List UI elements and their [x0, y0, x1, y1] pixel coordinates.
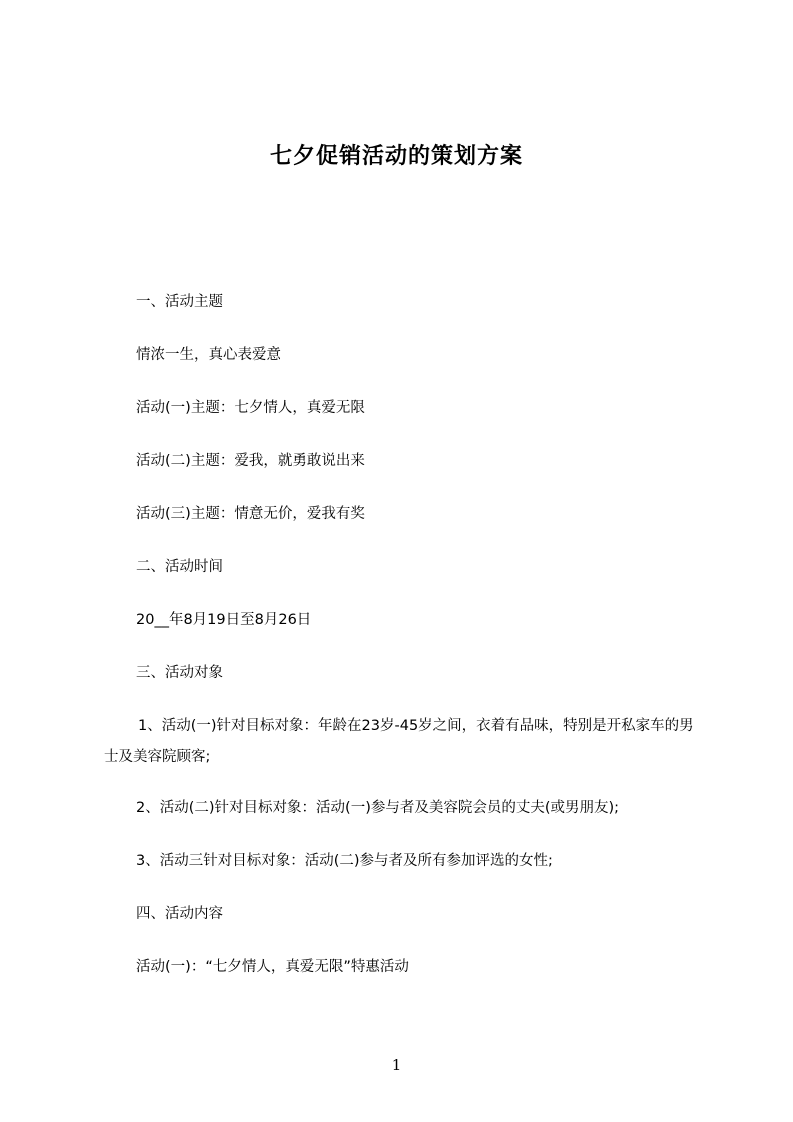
paragraph-audience-2: 2、活动(二)针对目标对象：活动(一)参与者及美容院会员的丈夫(或男朋友);: [136, 800, 620, 816]
document-title: 七夕促销活动的策划方案: [269, 144, 523, 169]
paragraph-audience-3: 3、活动三针对目标对象：活动(二)参与者及所有参加评选的女性;: [136, 853, 553, 869]
paragraph-activity-2-theme: 活动(二)主题：爱我，就勇敢说出来: [136, 453, 365, 469]
section-heading-content: 四、活动内容: [136, 906, 223, 922]
paragraph-audience-1: 1、活动(一)针对目标对象：年龄在23岁-45岁之间，衣着有品味，特别是开私家车的男士及美容院顾客;: [104, 718, 694, 765]
section-heading-time: 二、活动时间: [136, 559, 223, 575]
paragraph-activity-3-theme: 活动(三)主题：情意无价，爱我有奖: [136, 506, 365, 522]
paragraph-activity-1-theme: 活动(一)主题：七夕情人，真爱无限: [136, 400, 365, 416]
paragraph-main-theme: 情浓一生，真心表爱意: [136, 347, 281, 363]
section-heading-theme: 一、活动主题: [136, 294, 223, 310]
paragraph-time: 20__年8月19日至8月26日: [136, 612, 312, 628]
page-number: 1: [391, 1056, 402, 1074]
paragraph-activity-1-content: 活动(一)：“七夕情人，真爱无限”特惠活动: [136, 959, 409, 975]
section-heading-audience: 三、活动对象: [136, 665, 223, 681]
